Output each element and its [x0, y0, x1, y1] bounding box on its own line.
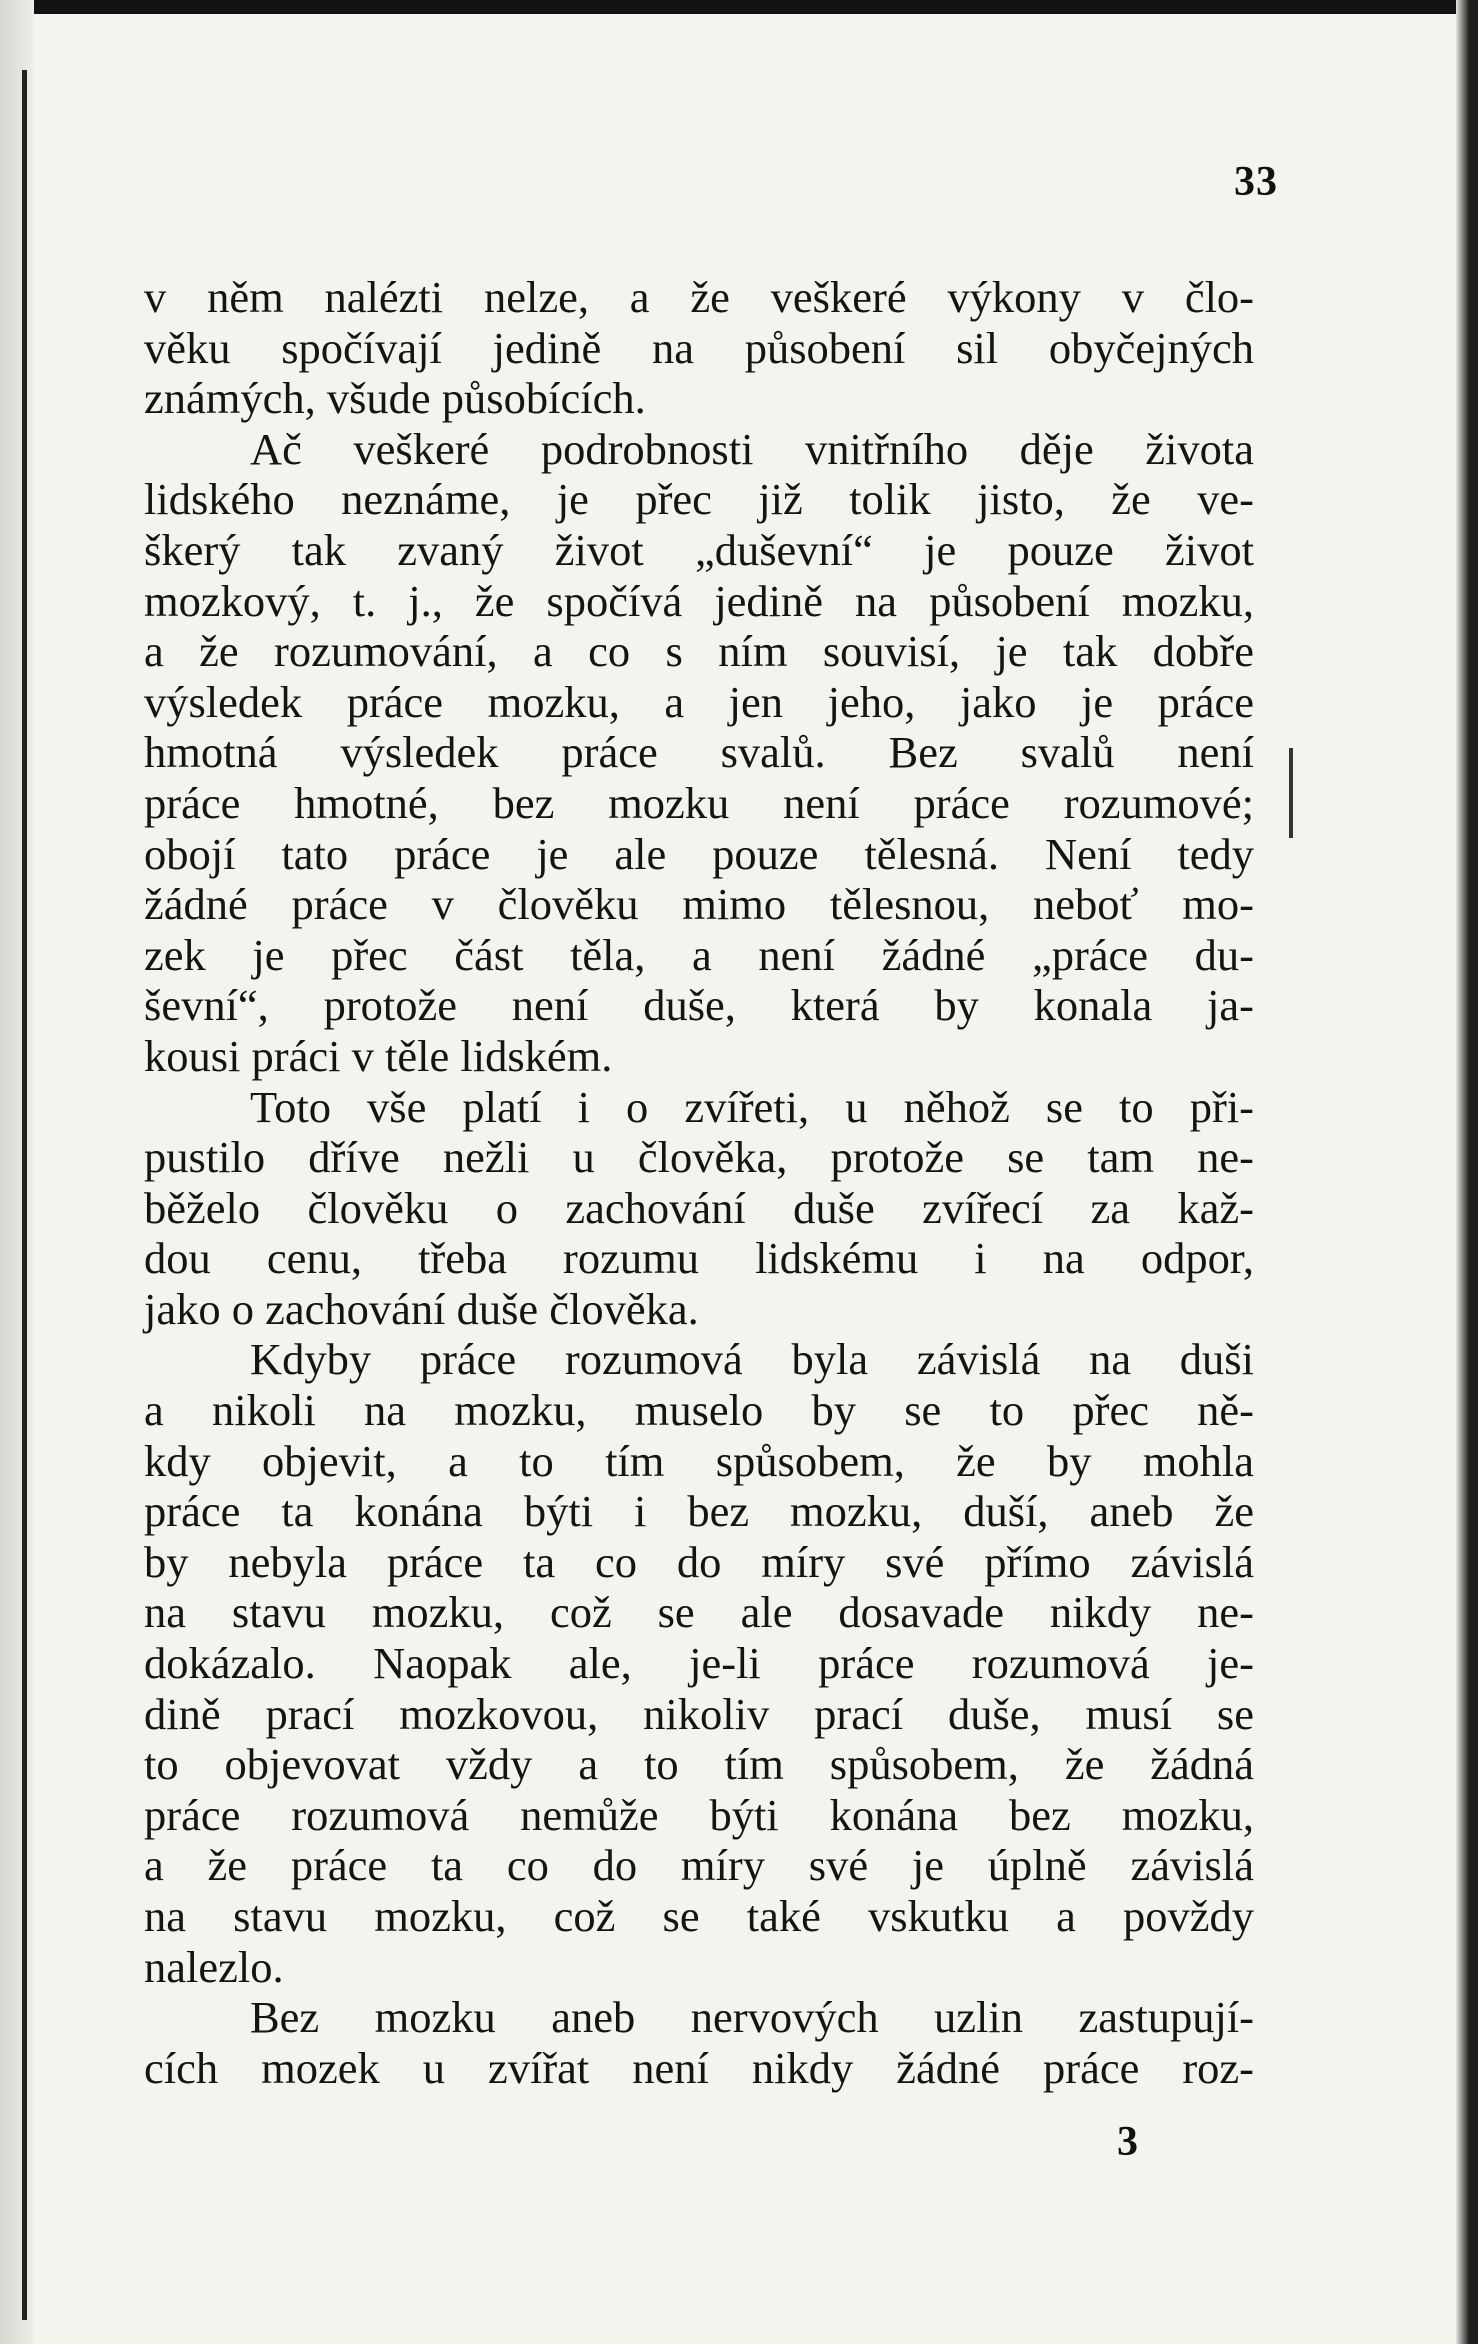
scan-left-edge	[0, 0, 34, 2344]
scan-top-edge	[0, 0, 1478, 14]
text-line: lidského neznáme, je přec již tolik jisto, že ve-	[144, 474, 1254, 525]
text-line: známých, všude působících.	[144, 373, 646, 424]
text-line: dokázalo. Naopak ale, je-li práce rozumová je-	[144, 1638, 1254, 1689]
scan-right-edge	[1456, 0, 1478, 2344]
body-text	[144, 272, 1254, 2093]
text-line: práce rozumová nemůže býti konána bez mozku,	[144, 1789, 1254, 1840]
text-line: a nikoli na mozku, muselo by se to přec ně-	[144, 1385, 1254, 1436]
text-line: škerý tak zvaný život „duševní“ je pouze život	[144, 524, 1254, 575]
text-line: výsledek práce mozku, a jen jeho, jako je práce	[144, 676, 1254, 727]
text-line: na stavu mozku, což se ale dosavade nikdy ne-	[144, 1587, 1254, 1638]
text-line: obojí tato práce je ale pouze tělesná. Není tedy	[144, 828, 1254, 879]
text-line: to objevovat vždy a to tím spůsobem, že žádná	[144, 1739, 1254, 1790]
text-line: práce hmotné, bez mozku není práce rozumové;	[144, 777, 1254, 828]
text-line: mozkový, t. j., že spočívá jedině na působení mozku,	[144, 575, 1254, 626]
text-line: nalezlo.	[144, 1941, 284, 1992]
text-line: by nebyla práce ta co do míry své přímo závislá	[144, 1536, 1254, 1587]
text-line: Kdyby práce rozumová byla závislá na duši	[250, 1334, 1254, 1385]
text-line: a že práce ta co do míry své je úplně závislá	[144, 1840, 1254, 1891]
text-line: cích mozek u zvířat není nikdy žádné práce roz-	[144, 2042, 1254, 2093]
text-line: hmotná výsledek práce svalů. Bez svalů není	[144, 727, 1254, 778]
text-line: práce ta konána býti i bez mozku, duší, aneb že	[144, 1486, 1254, 1537]
text-line: v něm nalézti nelze, a že veškeré výkony v člo-	[144, 272, 1254, 322]
page-number: 33	[1234, 159, 1278, 205]
text-line: kousi práci v těle lidském.	[144, 1030, 613, 1081]
text-line: dině prací mozkovou, nikoliv prací duše, musí se	[144, 1688, 1254, 1739]
text-line: věku spočívají jedině na působení sil obyčejných	[144, 322, 1254, 373]
binding-gutter	[22, 70, 27, 2320]
text-line: dou cenu, třeba rozumu lidskému i na odpor,	[144, 1233, 1254, 1284]
margin-mark	[1289, 748, 1293, 838]
text-line: ševní“, protože není duše, která by konala ja-	[144, 980, 1254, 1031]
text-line: Toto vše platí i o zvířeti, u něhož se to při-	[250, 1081, 1254, 1132]
text-line: Bez mozku aneb nervových uzlin zastupují-	[250, 1992, 1254, 2043]
text-line: kdy objevit, a to tím spůsobem, že by mohla	[144, 1435, 1254, 1486]
text-line: zek je přec část těla, a není žádné „práce du-	[144, 929, 1254, 980]
text-line: jako o zachování duše člověka.	[144, 1283, 699, 1334]
text-line: Ač veškeré podrobnosti vnitřního děje života	[250, 423, 1254, 474]
text-line: běželo člověku o zachování duše zvířecí za kaž-	[144, 1182, 1254, 1233]
signature-mark: 3	[1117, 2119, 1138, 2165]
text-line: a že rozumování, a co s ním souvisí, je tak dobře	[144, 626, 1254, 677]
text-line: na stavu mozku, což se také vskutku a povždy	[144, 1891, 1254, 1941]
text-line: žádné práce v člověku mimo tělesnou, neboť mo-	[144, 879, 1254, 930]
text-line: pustilo dříve nežli u člověka, protože se tam ne-	[144, 1132, 1254, 1183]
